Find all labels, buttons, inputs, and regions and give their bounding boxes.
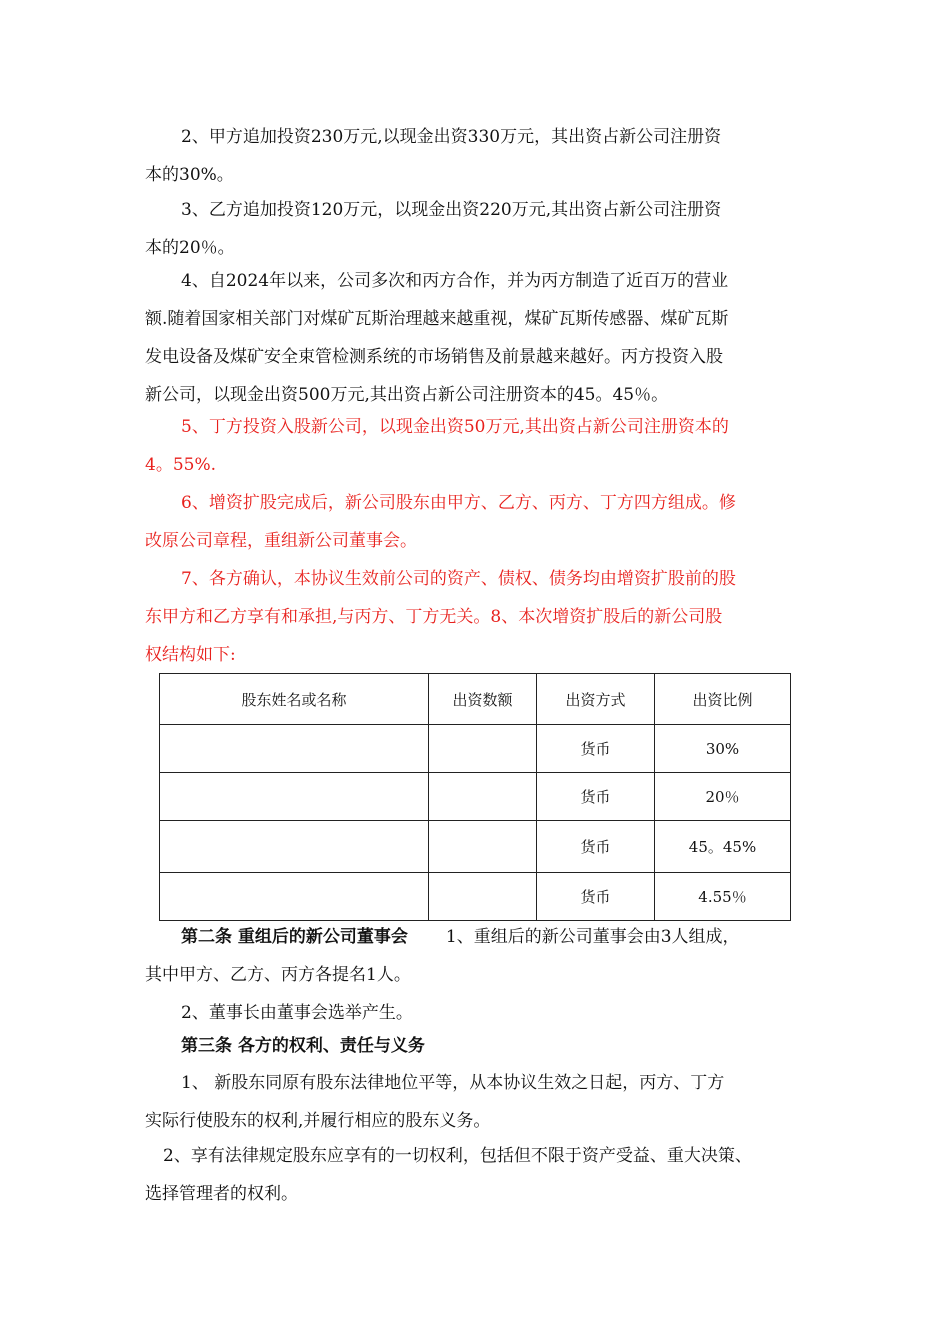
table-row (160, 821, 791, 873)
cell-method: 货币 (537, 873, 655, 921)
text-line: 额.随着国家相关部门对煤矿瓦斯治理越来越重视，煤矿瓦斯传感器、煤矿瓦斯 (145, 309, 729, 329)
clause-3-paragraph (145, 191, 805, 267)
text-line: 本的20％。 (145, 238, 235, 258)
header-ratio: 出资比例 (655, 674, 791, 725)
text-line: 4、自2024年以来，公司多次和丙方合作，并为丙方制造了近百万的营业 (181, 271, 729, 291)
cell-ratio: 45。45% (655, 821, 791, 873)
header-method: 出资方式 (537, 674, 655, 725)
text-line: 本的30%。 (145, 165, 234, 185)
clause-5-paragraph (145, 408, 805, 484)
table-row (160, 873, 791, 921)
article-3-heading-block (145, 1027, 805, 1065)
article-2-block (145, 918, 805, 1032)
text-line: 新公司，以现金出资500万元,其出资占新公司注册资本的45。45％。 (145, 385, 669, 405)
cell-amount (429, 773, 537, 821)
article-2-item-1: 1、重组后的新公司董事会由3人组成， (445, 927, 740, 947)
table-row (160, 725, 791, 773)
cell-ratio: 30% (655, 725, 791, 773)
clause-4-paragraph (145, 262, 805, 414)
cell-amount (429, 873, 537, 921)
cell-method: 货币 (537, 821, 655, 873)
cell-method: 货币 (537, 725, 655, 773)
clause-7-paragraph (145, 560, 805, 674)
text-line: 2、甲方追加投资230万元,以现金出资330万元，其出资占新公司注册资 (181, 127, 722, 147)
text-line: 东甲方和乙方享有和承担,与丙方、丁方无关。8、本次增资扩股后的新公司股 (145, 607, 723, 627)
text-line: 3、乙方追加投资120万元，以现金出资220万元,其出资占新公司注册资 (181, 200, 722, 220)
article-2-item-2: 2、董事长由董事会选举产生。 (181, 1003, 413, 1023)
text-line: 1、 新股东同原有股东法律地位平等，从本协议生效之日起，丙方、丁方 (181, 1073, 725, 1093)
text-line: 改原公司章程，重组新公司董事会。 (145, 531, 417, 551)
text-line: 6、增资扩股完成后，新公司股东由甲方、乙方、丙方、丁方四方组成。修 (181, 493, 736, 513)
cell-amount (429, 821, 537, 873)
table-row (160, 773, 791, 821)
article-3-heading: 第三条 各方的权利、责任与义务 (181, 1036, 425, 1056)
header-shareholder-name: 股东姓名或名称 (160, 674, 429, 725)
cell-name (160, 821, 429, 873)
clause-6-paragraph (145, 484, 805, 560)
cell-name (160, 773, 429, 821)
text-line: 权结构如下: (145, 645, 236, 665)
cell-name (160, 873, 429, 921)
cell-ratio: 20％ (655, 773, 791, 821)
article-2-heading: 第二条 重组后的新公司董事会 (181, 927, 408, 947)
text-line: 7、各方确认，本协议生效前公司的资产、债权、债务均由增资扩股前的股 (181, 569, 736, 589)
text-line: 发电设备及煤矿安全束管检测系统的市场销售及前景越来越好。丙方投资入股 (145, 347, 723, 367)
cell-amount (429, 725, 537, 773)
text-line: 实际行使股东的权利,并履行相应的股东义务。 (145, 1111, 491, 1131)
text-line: 5、丁方投资入股新公司，以现金出资50万元,其出资占新公司注册资本的 (181, 417, 729, 437)
text-line: 选择管理者的权利。 (145, 1184, 298, 1204)
cell-method: 货币 (537, 773, 655, 821)
header-amount: 出资数额 (429, 674, 537, 725)
clause-2-paragraph (145, 118, 805, 194)
article-3-item-2 (145, 1137, 805, 1213)
text-line: 4。55%. (145, 455, 217, 475)
equity-structure-table (159, 673, 791, 921)
cell-name (160, 725, 429, 773)
text-line: 2、享有法律规定股东应享有的一切权利，包括但不限于资产受益、重大决策、 (163, 1146, 752, 1166)
text-line: 其中甲方、乙方、丙方各提名1人。 (145, 965, 411, 985)
table-header-row (160, 674, 791, 725)
article-3-item-1 (145, 1064, 805, 1140)
cell-ratio: 4.55％ (655, 873, 791, 921)
